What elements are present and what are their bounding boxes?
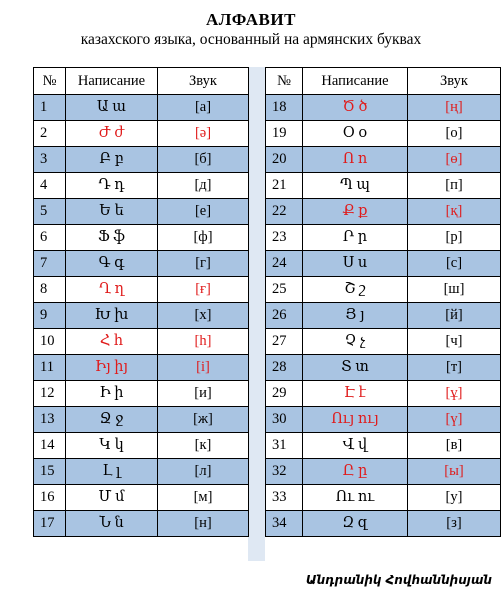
letter-number: 24 [266,251,303,277]
letter-sound: [г] [158,251,249,277]
alphabet-table-left [33,67,249,537]
table-row [266,485,501,511]
letter-number: 25 [266,277,303,303]
table-row [266,147,501,173]
letter-number: 15 [34,459,66,485]
letter-writing: Ծ ծ [303,95,408,121]
letter-number: 9 [34,303,66,329]
letter-writing: Շ շ [303,277,408,303]
letter-number: 4 [34,173,66,199]
letter-writing: Ժ ժ [66,121,158,147]
letter-sound: [м] [158,485,249,511]
letter-sound: [ғ] [158,277,249,303]
table-row [266,511,501,537]
letter-sound: [ч] [408,329,501,355]
letter-writing: Կ կ [66,433,158,459]
letter-number: 14 [34,433,66,459]
letter-number: 31 [266,433,303,459]
letter-writing: Ք ք [303,199,408,225]
letter-writing: Ի ի [66,381,158,407]
letter-writing: Յ յ [303,303,408,329]
letter-writing: Լ լ [66,459,158,485]
letter-number: 2 [34,121,66,147]
header-sound: Звук [158,68,249,95]
letter-number: 16 [34,485,66,511]
letter-sound: [ң] [408,95,501,121]
letter-writing: Ո ո [303,147,408,173]
table-row [34,329,249,355]
table-row [34,225,249,251]
letter-sound: [к] [158,433,249,459]
letter-number: 33 [266,485,303,511]
letter-number: 6 [34,225,66,251]
letter-sound: [h] [158,329,249,355]
letter-number: 17 [34,511,66,537]
letter-number: 1 [34,95,66,121]
letter-sound: [i] [158,355,249,381]
letter-sound: [и] [158,381,249,407]
letter-number: 22 [266,199,303,225]
letter-number: 7 [34,251,66,277]
letter-sound: [ұ] [408,381,501,407]
letter-sound: [ү] [408,407,501,433]
table-row [266,121,501,147]
letter-sound: [л] [158,459,249,485]
letter-sound: [ы] [408,459,501,485]
letter-writing: Չ չ [303,329,408,355]
letter-number: 13 [34,407,66,433]
header-num: № [34,68,66,95]
letter-sound: [д] [158,173,249,199]
letter-number: 19 [266,121,303,147]
letter-sound: [у] [408,485,501,511]
column-separator [248,67,265,561]
letter-number: 32 [266,459,303,485]
table-row [266,381,501,407]
letter-number: 8 [34,277,66,303]
table-row [266,355,501,381]
letter-number: 3 [34,147,66,173]
table-row [266,303,501,329]
letter-writing: Իյ իյ [66,355,158,381]
table-row [34,199,249,225]
letter-writing: Ղ ղ [66,277,158,303]
header-writing: Написание [66,68,158,95]
letter-writing: Ջ ջ [66,407,158,433]
letter-sound: [қ] [408,199,501,225]
letter-number: 26 [266,303,303,329]
letter-writing: Ու ու [303,485,408,511]
letter-sound: [т] [408,355,501,381]
table-row [266,173,501,199]
page-subtitle: казахского языка, основанный на армянских буквах [80,31,422,48]
table-row [34,251,249,277]
table-header-row [34,68,249,95]
table-row [266,251,501,277]
table-row [266,199,501,225]
letter-number: 27 [266,329,303,355]
table-row [34,459,249,485]
letter-number: 29 [266,381,303,407]
letter-writing: Ա ա [66,95,158,121]
letter-writing: Ր ր [303,225,408,251]
letter-number: 5 [34,199,66,225]
letter-number: 20 [266,147,303,173]
header-writing: Написание [303,68,408,95]
letter-writing: Մ մ [66,485,158,511]
table-row [34,355,249,381]
table-row [34,433,249,459]
table-row [34,277,249,303]
letter-writing: Վ վ [303,433,408,459]
letter-writing: Ույ ույ [303,407,408,433]
alphabet-table-right [265,67,501,537]
letter-sound: [п] [408,173,501,199]
author-signature: Անդրանիկ Հովհաննիսյան [305,573,492,587]
letter-writing: Օ օ [303,121,408,147]
table-row [34,147,249,173]
letter-writing: Դ դ [66,173,158,199]
letter-sound: [ф] [158,225,249,251]
letter-writing: Ե ե [66,199,158,225]
table-header-row [266,68,501,95]
letter-sound: [х] [158,303,249,329]
letter-sound: [р] [408,225,501,251]
table-row [34,407,249,433]
letter-sound: [а] [158,95,249,121]
letter-writing: Հ հ [66,329,158,355]
letter-writing: Բ բ [66,147,158,173]
table-row [34,381,249,407]
table-row [34,95,249,121]
table-row [266,329,501,355]
letter-writing: Պ պ [303,173,408,199]
letter-number: 18 [266,95,303,121]
letter-writing: Ս ս [303,251,408,277]
table-row [266,407,501,433]
header-sound: Звук [408,68,501,95]
letter-sound: [е] [158,199,249,225]
letter-number: 30 [266,407,303,433]
letter-number: 23 [266,225,303,251]
table-row [266,433,501,459]
letter-writing: Տ տ [303,355,408,381]
letter-sound: [н] [158,511,249,537]
letter-writing: Ն ն [66,511,158,537]
letter-writing: Ը ը [303,459,408,485]
table-row [34,303,249,329]
letter-sound: [ш] [408,277,501,303]
table-row [34,173,249,199]
letter-sound: [о] [408,121,501,147]
letter-sound: [з] [408,511,501,537]
table-row [266,95,501,121]
letter-number: 12 [34,381,66,407]
letter-number: 21 [266,173,303,199]
letter-number: 10 [34,329,66,355]
letter-sound: [ө] [408,147,501,173]
letter-writing: Ֆ ֆ [66,225,158,251]
table-row [34,485,249,511]
header-num: № [266,68,303,95]
letter-sound: [ә] [158,121,249,147]
letter-writing: Զ զ [303,511,408,537]
letter-number: 11 [34,355,66,381]
letter-sound: [й] [408,303,501,329]
letter-number: 34 [266,511,303,537]
letter-sound: [б] [158,147,249,173]
letter-writing: Գ գ [66,251,158,277]
table-row [266,225,501,251]
letter-sound: [в] [408,433,501,459]
table-row [34,121,249,147]
letter-writing: Խ խ [66,303,158,329]
table-row [34,511,249,537]
table-row [266,459,501,485]
letter-sound: [ж] [158,407,249,433]
letter-sound: [с] [408,251,501,277]
page-title: АЛФАВИТ [206,10,296,29]
letter-writing: Է է [303,381,408,407]
table-row [266,277,501,303]
letter-number: 28 [266,355,303,381]
